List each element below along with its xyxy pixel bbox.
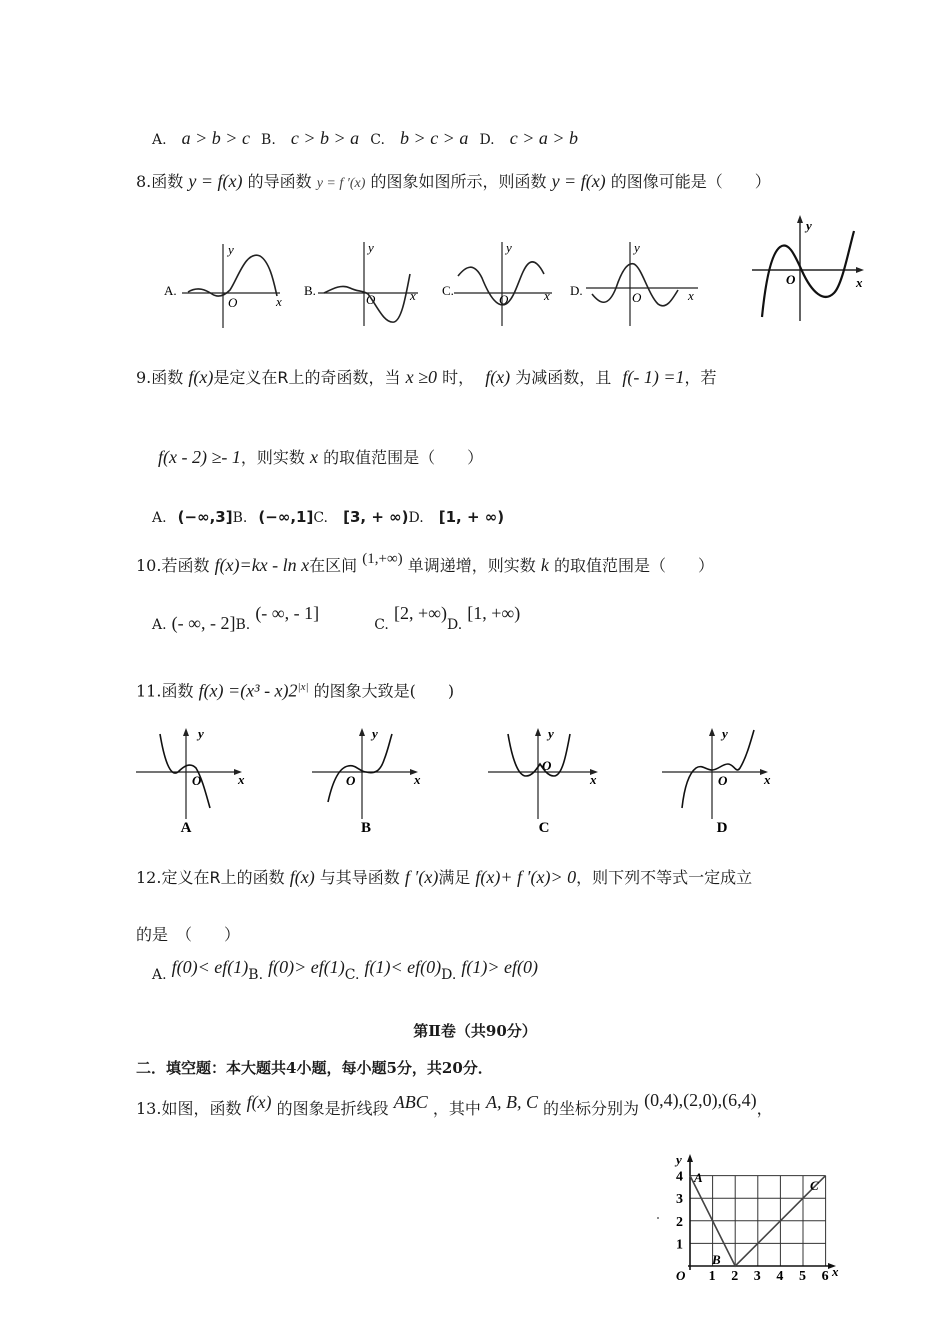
q7-opt-b-label: B. [261, 132, 276, 148]
q10-opt-d: [1, +∞) [467, 603, 521, 623]
q12-set-r: R [209, 868, 221, 887]
q11-text-1: 函数 [161, 681, 194, 701]
q9-set-r: R [277, 368, 289, 387]
q13-graph-point-a: A [694, 1170, 703, 1185]
q8-graph-c-y: y [506, 240, 512, 255]
x-tick-label: 2 [731, 1269, 739, 1284]
q12-opt-c: f(1)< ef(0) [364, 957, 442, 977]
q7-opt-d: c > a > b [509, 128, 579, 148]
q8-formula-2: y = f ′(x) [316, 176, 366, 191]
q7-opt-a-label: A. [152, 132, 167, 148]
x-tick-label: 4 [776, 1269, 784, 1284]
q8-graph-a [160, 238, 290, 338]
q12-text-2: 上的函数 [220, 868, 285, 887]
q8-graph-b-label: B. [304, 283, 316, 298]
q7-options [152, 127, 578, 151]
q9-number: 9. [136, 368, 152, 387]
q8-graph-d-y: y [634, 240, 640, 255]
q12-options [152, 957, 539, 986]
q11-text-2: 的图象大致是( ) [313, 681, 455, 701]
q8-text-4: 的图像可能是（ ） [610, 172, 771, 191]
q9-opt-c: [3, + ∞) [343, 508, 409, 526]
y-tick-label: 1 [676, 1237, 683, 1253]
q13-stem [136, 1090, 773, 1120]
q7-opt-c-label: C. [370, 132, 385, 148]
q9-text-1: 函数 [151, 368, 184, 387]
q13-text-1: 如图，函数 [161, 1099, 242, 1118]
q13-text-3: ，其中 [432, 1099, 481, 1118]
q10-stem [136, 551, 714, 578]
q8-derivative-graph [752, 213, 872, 323]
q9-text-6: ，若 [684, 368, 717, 387]
q13-text-5: ， [756, 1099, 773, 1118]
q13-number: 13. [136, 1099, 162, 1118]
x-tick-label: 3 [753, 1269, 761, 1284]
q9-stem [136, 366, 717, 389]
q13-points: A, B, C [485, 1092, 538, 1112]
q8-text-1: 函数 [151, 172, 184, 191]
q10-opt-c: [2, +∞) [393, 603, 447, 623]
q11-graph-b-o: O [346, 773, 356, 788]
q12-formula-2: f ′(x) [404, 867, 439, 887]
x-tick-label: 5 [799, 1269, 806, 1284]
q9-text-7: ，则实数 [240, 448, 305, 467]
q7-opt-a: a > b > c [181, 128, 250, 148]
q9-text-4: 时， [442, 368, 475, 387]
q10-opt-a-label: A. [152, 617, 167, 633]
q9-opt-a: (−∞,3] [177, 508, 233, 526]
y-tick-label: 4 [676, 1169, 683, 1185]
section-title: 第Ⅱ卷（共90分） [413, 1022, 537, 1040]
q13-graph-point-b: B [712, 1252, 721, 1267]
q13-text-4: 的坐标分别为 [543, 1099, 640, 1118]
q11-graph-c-o: O [542, 758, 552, 773]
q10-opt-b-label: B. [235, 617, 251, 633]
q8-text-2: 的导函数 [247, 172, 312, 191]
q12-text-4: 满足 [438, 868, 471, 887]
q11-formula-1: f(x) =(x³ - x)2 [198, 680, 298, 701]
q13-graph-y: y [676, 1152, 682, 1167]
q11-graph-d-o: O [718, 773, 728, 788]
q12-text-3: 与其导函数 [319, 868, 400, 887]
q11-graph-a-o: O [192, 773, 202, 788]
q8-graph-d-o: O [632, 290, 642, 305]
q9-cond-3: f(x - 2) ≥- 1 [158, 447, 241, 467]
section-heading: 二．填空题：本大题共4小题，每小题5分，共20分． [136, 1059, 493, 1077]
q11-number: 11. [136, 681, 162, 701]
q8-graph-c-label: C. [442, 283, 454, 298]
q12-text-1: 定义在 [161, 868, 210, 887]
q9-opt-b-label: B. [232, 510, 248, 526]
q8-graph-d [568, 238, 708, 338]
q11-graph-b [310, 724, 440, 834]
q11-caption-c: C [538, 820, 550, 836]
q8-text-3: 的图象如图所示，则函数 [370, 172, 547, 191]
q8-graph-b-x: x [410, 288, 416, 303]
q9-stem-2 [158, 446, 483, 469]
q8-graph-a-o: O [228, 295, 238, 310]
q12-formula-1: f(x) [289, 867, 315, 887]
q10-interval: (1,+∞) [362, 551, 403, 567]
q13-graph-o: O [676, 1268, 686, 1283]
q10-opt-a: (- ∞, - 2] [171, 613, 236, 633]
q11-graph-a-x: x [238, 772, 245, 787]
q10-options [152, 603, 521, 636]
q12-opt-b-label: B. [248, 967, 264, 983]
q12-opt-d-label: D. [441, 967, 457, 983]
q12-stem-2 [136, 924, 240, 946]
q8-graph-d-label: D. [570, 283, 583, 298]
q13-graph-x: x [832, 1264, 839, 1279]
q13-coords: (0,4),(2,0),(6,4) [644, 1090, 757, 1110]
q9-cond-2: f(- 1) =1 [622, 367, 685, 387]
q8-derivative-x: x [856, 275, 863, 290]
q10-text-1: 若函数 [161, 556, 210, 575]
q8-graph-c-x: x [544, 288, 550, 303]
q9-text-5: 为减函数，且 [515, 368, 612, 387]
x-tick-label: 1 [708, 1269, 716, 1284]
q8-graph-c [440, 238, 570, 338]
q11-graph-d [660, 724, 790, 834]
q12-opt-c-label: C. [344, 967, 360, 983]
q8-graph-c-o: O [499, 292, 509, 307]
q11-graph-a [134, 724, 264, 834]
q11-graph-b-y: y [372, 726, 378, 741]
q10-text-3: 单调递增，则实数 [407, 556, 536, 575]
q7-opt-b: c > b > a [290, 128, 360, 148]
q8-graph-d-x: x [688, 288, 694, 303]
q12-text-5: ，则下列不等式一定成立 [576, 868, 753, 887]
q13-formula-1: f(x) [246, 1092, 272, 1112]
q12-opt-a-label: A. [152, 967, 167, 983]
q10-number: 10. [136, 556, 162, 575]
q8-graph-a-x: x [276, 294, 282, 309]
q8-derivative-y: y [806, 218, 812, 233]
q13-graph-point-c: C [810, 1178, 819, 1193]
q9-cond-1: x ≥0 [405, 367, 437, 387]
q8-graph-a-label: A. [164, 283, 177, 298]
q13-graph [650, 1148, 850, 1298]
q10-text-4: 的取值范围是（ ） [553, 556, 714, 575]
q9-opt-a-label: A. [152, 510, 167, 526]
q13-text-2: 的图象是折线段 [276, 1099, 389, 1118]
q11-graph-a-y: y [198, 726, 204, 741]
q11-graph-c-x: x [590, 772, 597, 787]
q11-exponent: |x| [297, 681, 309, 693]
q8-stem [136, 170, 771, 195]
q9-var-x: x [309, 447, 318, 467]
q7-opt-c: b > c > a [400, 128, 469, 148]
q10-opt-b: (- ∞, - 1] [255, 603, 320, 623]
q11-graph-b-x: x [414, 772, 421, 787]
q9-text-8: 的取值范围是（ ） [323, 448, 484, 467]
q12-stem [136, 866, 752, 889]
x-tick-label: 6 [821, 1269, 829, 1284]
q8-formula-3: y = f(x) [551, 171, 606, 191]
q9-opt-b: (−∞,1] [258, 508, 314, 526]
q12-number: 12. [136, 868, 162, 887]
q10-var-k: k [540, 555, 549, 575]
q12-cond-1: f(x)+ f ′(x)> 0 [475, 867, 577, 887]
q11-caption-b: B [360, 820, 372, 836]
q11-graph-c-y: y [548, 726, 554, 741]
q9-opt-c-label: C. [313, 510, 329, 526]
q8-derivative-o: O [786, 272, 796, 287]
q9-opt-d: [1, + ∞) [438, 508, 505, 526]
q10-text-2: 在区间 [309, 556, 358, 575]
q9-formula-1: f(x) [188, 367, 214, 387]
q10-opt-c-label: C. [374, 617, 389, 633]
q13-abc: ABC [393, 1092, 428, 1112]
q11-caption-a: A [180, 820, 192, 836]
q11-graph-d-x: x [764, 772, 771, 787]
q8-formula-1: y = f(x) [188, 171, 243, 191]
q9-opt-d-label: D. [408, 510, 424, 526]
q9-text-3: 上的奇函数，当 [288, 368, 401, 387]
q10-formula-1: f(x)=kx - ln x [214, 555, 310, 575]
q8-graph-a-y: y [228, 242, 234, 257]
q9-options [152, 506, 504, 529]
q7-opt-d-label: D. [479, 132, 495, 148]
q9-formula-2: f(x) [485, 367, 511, 387]
q11-graph-d-y: y [722, 726, 728, 741]
y-tick-label: 3 [676, 1192, 683, 1208]
q10-opt-d-label: D. [446, 617, 463, 633]
q11-stem [136, 676, 454, 702]
q8-number: 8. [136, 172, 152, 191]
q12-opt-a: f(0)< ef(1) [171, 957, 249, 977]
q11-graph-c [486, 724, 616, 834]
q12-text-6: 的是 （ ） [136, 925, 241, 944]
q12-opt-b: f(0)> ef(1) [268, 957, 345, 977]
q9-text-2: 是定义在 [213, 368, 278, 387]
q8-graph-b-y: y [368, 240, 374, 255]
q11-caption-d: D [716, 820, 728, 836]
q8-graph-b [302, 238, 432, 338]
q8-graph-b-o: O [366, 292, 376, 307]
y-tick-label: 2 [676, 1214, 683, 1230]
q12-opt-d: f(1)> ef(0) [461, 957, 539, 977]
